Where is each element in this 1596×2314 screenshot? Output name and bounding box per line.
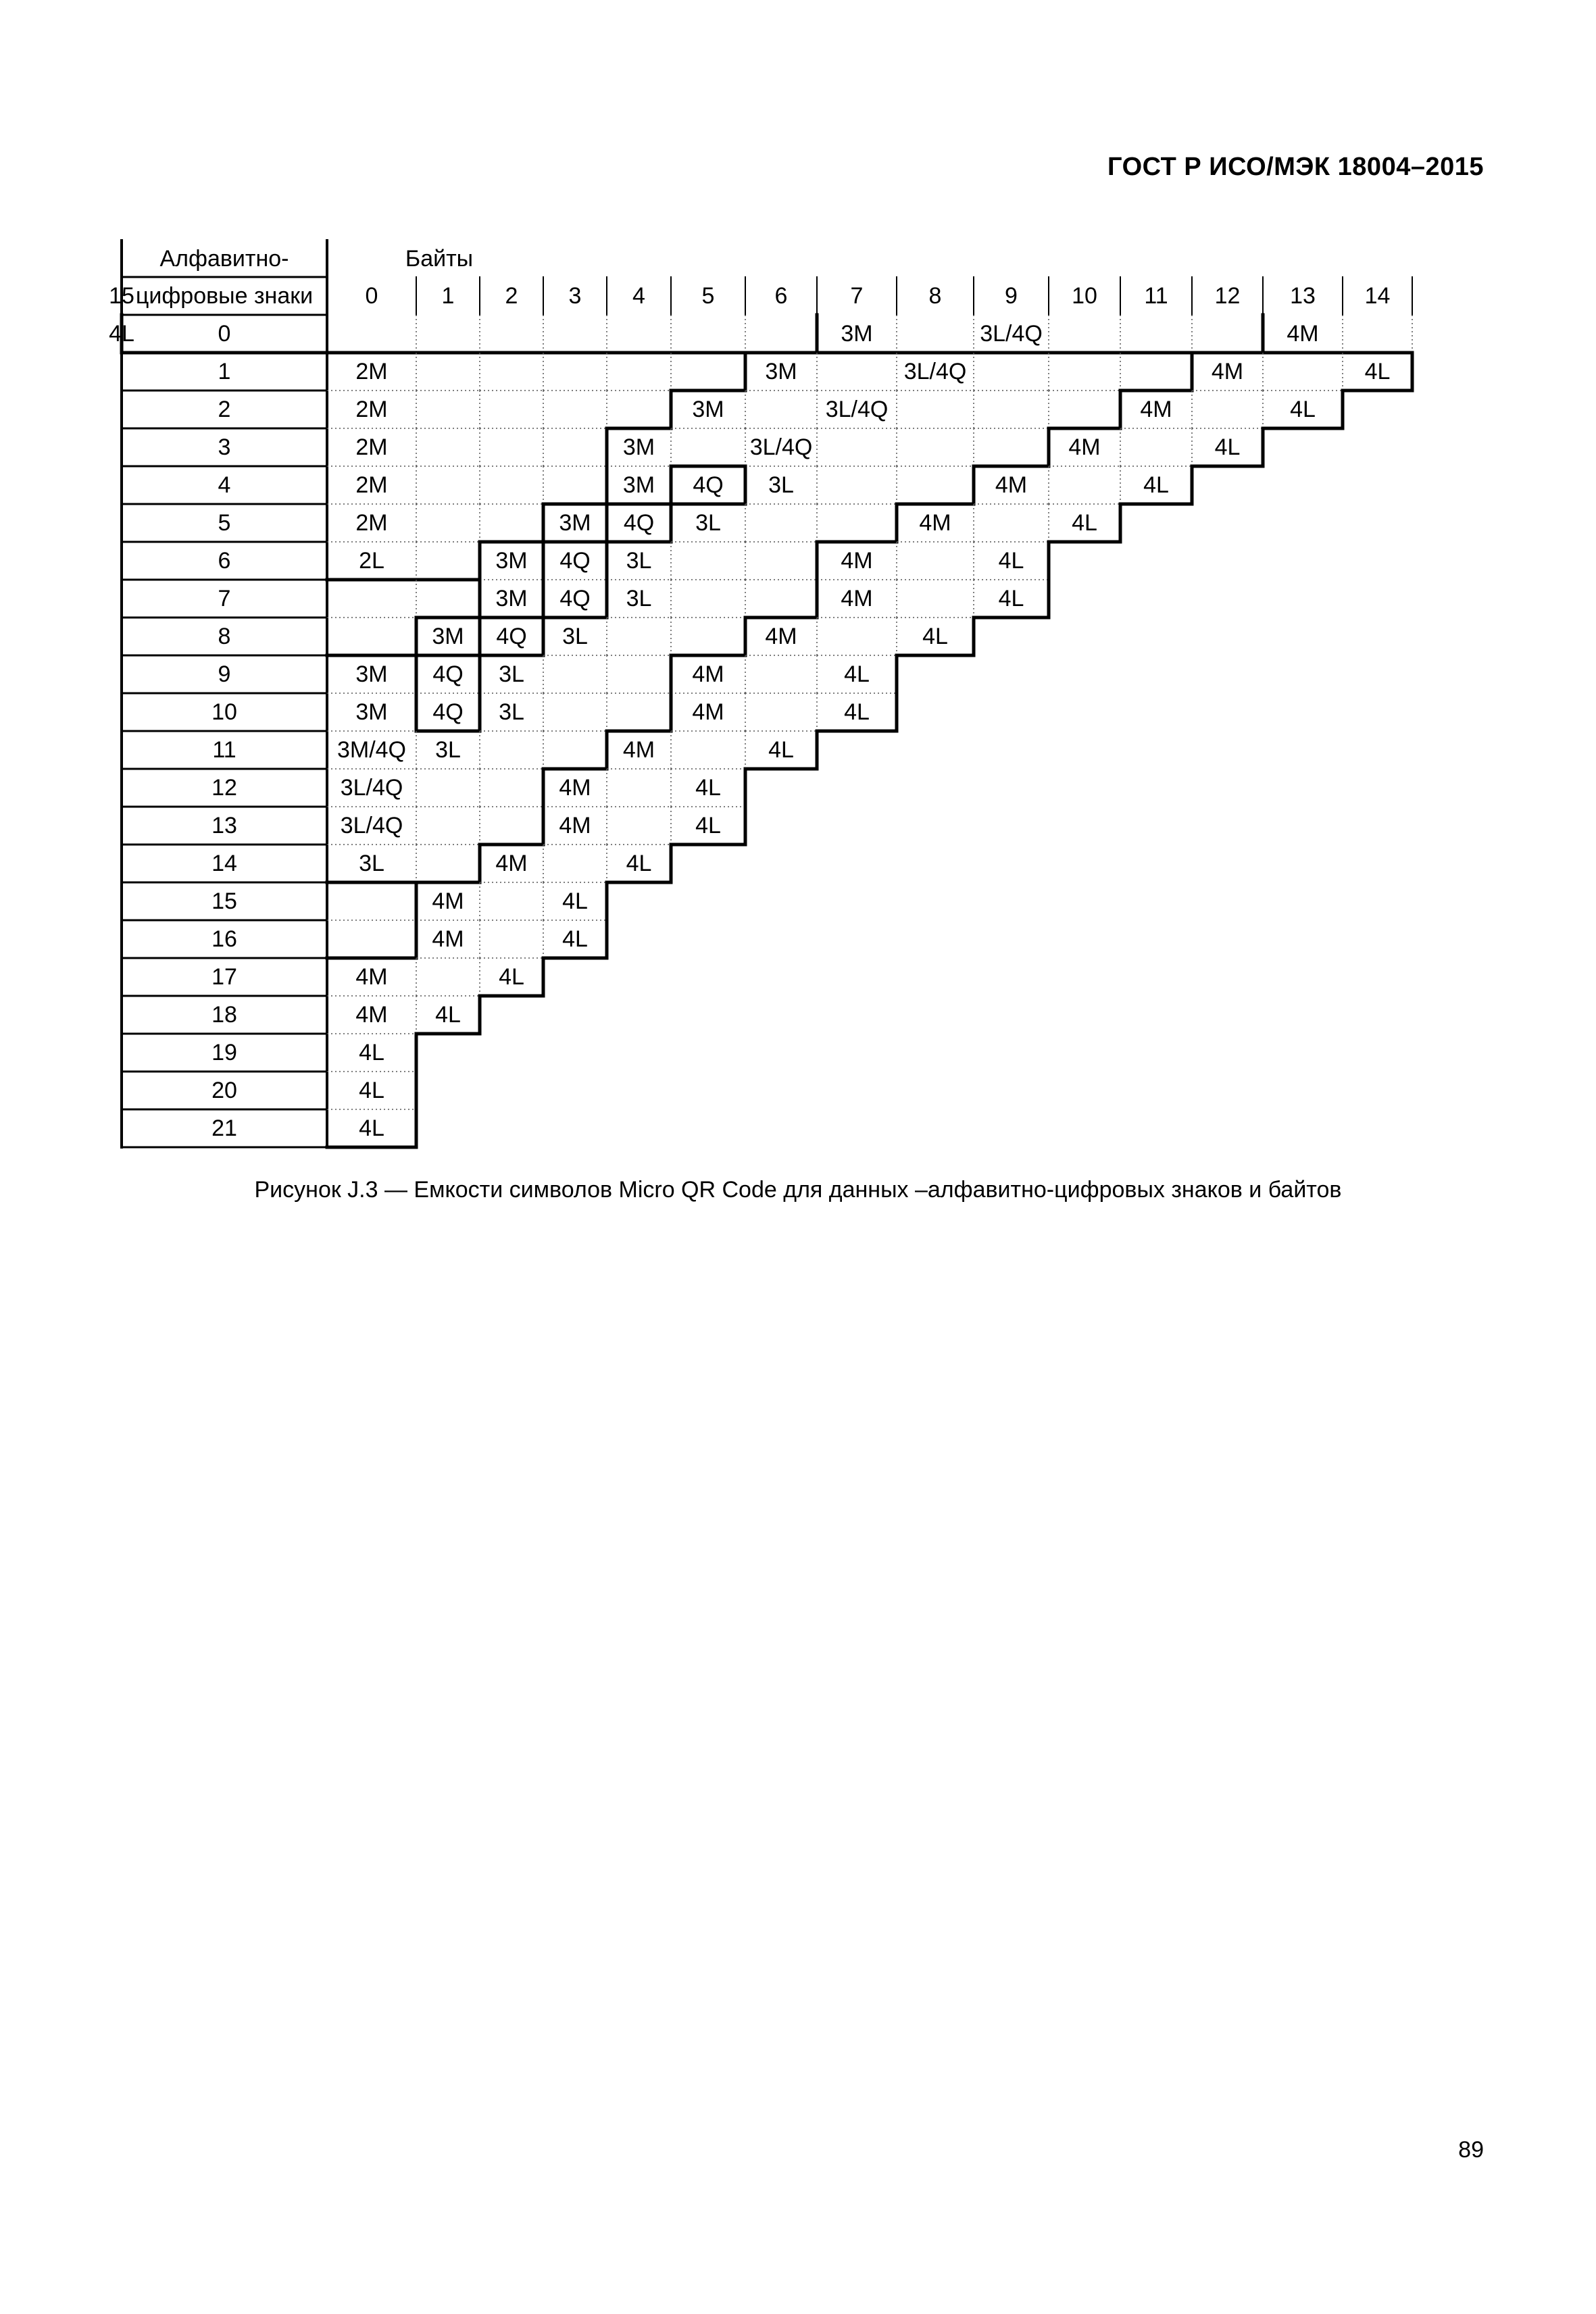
capacity-cell: 3M — [765, 359, 797, 384]
capacity-cell: 2M — [355, 397, 388, 422]
capacity-table — [109, 241, 1484, 1151]
capacity-cell: 3L/4Q — [749, 434, 813, 460]
capacity-cell: 3M/4Q — [336, 737, 407, 763]
capacity-cell: 4M — [1211, 359, 1244, 384]
capacity-cell: 4L — [1072, 510, 1097, 536]
capacity-cell: 4M — [692, 699, 724, 725]
capacity-cell: 4L — [768, 737, 794, 763]
capacity-cell: 4L — [626, 851, 652, 876]
capacity-cell: 3M — [841, 321, 873, 347]
capacity-cell: 4L — [695, 813, 721, 838]
capacity-cell: 4M — [1287, 321, 1319, 347]
capacity-cell: 3M — [622, 472, 655, 498]
capacity-cell: 3L — [768, 472, 794, 498]
byte-column-label: 15 — [109, 283, 134, 309]
capacity-cell: 4L — [1143, 472, 1169, 498]
capacity-cell: 3L — [695, 510, 721, 536]
capacity-cell: 4Q — [432, 699, 464, 725]
byte-column-label: 6 — [774, 283, 788, 309]
capacity-cell: 4M — [432, 926, 464, 952]
capacity-cell: 3L/4Q — [340, 813, 403, 838]
capacity-cell: 4M — [622, 737, 655, 763]
capacity-cell: 4L — [922, 624, 948, 649]
capacity-cell: 3M — [622, 434, 655, 460]
alnum-row-label: 5 — [218, 510, 231, 536]
capacity-cell: 3L/4Q — [340, 775, 403, 801]
alnum-row-label: 18 — [211, 1002, 237, 1028]
capacity-cell: 2M — [355, 434, 388, 460]
capacity-cell: 4M — [432, 888, 464, 914]
alnum-row-label: 21 — [211, 1115, 237, 1141]
capacity-cell: 4L — [562, 888, 588, 914]
capacity-cell: 4L — [1364, 359, 1391, 384]
figure-caption: Рисунок J.3 — Емкости символов Micro QR Code для данных –алфавитно-цифровых знаков и байтов — [254, 1177, 1342, 1203]
alnum-row-label: 15 — [211, 888, 237, 914]
capacity-cell: 3L — [626, 548, 652, 574]
byte-column-label: 1 — [441, 283, 455, 309]
capacity-cell: 3M — [355, 661, 388, 687]
capacity-cell: 4M — [1068, 434, 1101, 460]
capacity-cell: 4Q — [559, 586, 591, 611]
alnum-row-label: 7 — [218, 586, 231, 611]
byte-column-label: 12 — [1214, 283, 1241, 309]
alnum-row-label: 1 — [218, 359, 231, 384]
capacity-cell: 4L — [998, 586, 1024, 611]
capacity-cell: 4L — [844, 661, 870, 687]
capacity-cell: 3M — [432, 624, 464, 649]
alnum-row-label: 13 — [211, 813, 237, 838]
capacity-cell: 4Q — [623, 510, 655, 536]
byte-column-label: 8 — [928, 283, 942, 309]
byte-column-label: 13 — [1290, 283, 1316, 309]
capacity-cell: 4L — [499, 964, 524, 990]
capacity-cell: 3L — [435, 737, 461, 763]
capacity-cell: 4M — [559, 813, 591, 838]
byte-column-label: 0 — [365, 283, 378, 309]
alnum-row-label: 9 — [218, 661, 231, 687]
capacity-cell: 4L — [844, 699, 870, 725]
capacity-cell: 3M — [495, 548, 528, 574]
capacity-cell: 3L — [499, 699, 524, 725]
capacity-cell: 4L — [359, 1040, 384, 1065]
capacity-cell: 4Q — [496, 624, 527, 649]
capacity-cell: 4L — [1290, 397, 1316, 422]
capacity-cell: 3L/4Q — [825, 397, 889, 422]
capacity-cell: 4M — [355, 1002, 388, 1028]
byte-column-label: 2 — [505, 283, 518, 309]
capacity-cell: 4M — [559, 775, 591, 801]
corner-label-line2: цифровые знаки — [135, 283, 314, 309]
capacity-cell: 3M — [692, 397, 724, 422]
document-header: ГОСТ Р ИСО/МЭК 18004–2015 — [1107, 153, 1484, 181]
capacity-cell: 3M — [355, 699, 388, 725]
capacity-cell: 4M — [765, 624, 797, 649]
capacity-cell: 4M — [495, 851, 528, 876]
alnum-row-label: 20 — [211, 1078, 237, 1103]
capacity-cell: 4M — [995, 472, 1028, 498]
capacity-cell: 3L — [359, 851, 384, 876]
alnum-row-label: 19 — [211, 1040, 237, 1065]
byte-column-label: 10 — [1072, 283, 1097, 309]
alnum-row-label: 14 — [211, 851, 237, 876]
page-number: 89 — [1458, 2137, 1484, 2163]
capacity-table-svg — [109, 241, 1484, 1151]
alnum-row-label: 0 — [218, 321, 231, 347]
alnum-row-label: 3 — [218, 434, 231, 460]
alnum-row-label: 17 — [211, 964, 237, 990]
capacity-cell: 4L — [359, 1115, 384, 1141]
capacity-cell: 3L — [626, 586, 652, 611]
alnum-row-label: 6 — [218, 548, 231, 574]
byte-column-label: 14 — [1364, 283, 1391, 309]
alnum-row-label: 8 — [218, 624, 231, 649]
alnum-row-label: 11 — [212, 737, 236, 763]
capacity-cell: 4M — [841, 586, 873, 611]
capacity-cell: 2M — [355, 359, 388, 384]
capacity-cell: 4L — [562, 926, 588, 952]
capacity-cell: 3L/4Q — [903, 359, 967, 384]
capacity-cell: 4M — [355, 964, 388, 990]
capacity-cell: 2M — [355, 510, 388, 536]
capacity-cell: 4L — [695, 775, 721, 801]
capacity-cell: 3L/4Q — [980, 321, 1043, 347]
capacity-cell: 4L — [998, 548, 1024, 574]
bytes-label: Байты — [405, 246, 474, 272]
capacity-cell: 4M — [1140, 397, 1172, 422]
byte-column-label: 4 — [632, 283, 645, 309]
capacity-cell: 4M — [692, 661, 724, 687]
capacity-cell: 4Q — [693, 472, 724, 498]
byte-column-label: 7 — [850, 283, 864, 309]
capacity-cell: 4M — [919, 510, 951, 536]
alnum-row-label: 12 — [211, 775, 237, 801]
capacity-cell: 4L — [359, 1078, 384, 1103]
alnum-row-label: 16 — [211, 926, 237, 952]
capacity-cell: 2M — [355, 472, 388, 498]
alnum-row-label: 2 — [218, 397, 231, 422]
byte-column-label: 5 — [701, 283, 715, 309]
byte-column-label: 3 — [568, 283, 582, 309]
capacity-cell: 2L — [359, 548, 384, 574]
capacity-cell: 3M — [559, 510, 591, 536]
capacity-cell: 4L — [1214, 434, 1241, 460]
capacity-cell: 4L — [435, 1002, 461, 1028]
alnum-row-label: 10 — [211, 699, 237, 725]
corner-label-line1: Алфавитно- — [159, 246, 289, 272]
byte-column-label: 11 — [1144, 283, 1168, 309]
capacity-cell: 4L — [109, 321, 134, 347]
capacity-cell: 3M — [495, 586, 528, 611]
capacity-cell: 3L — [499, 661, 524, 687]
byte-column-label: 9 — [1005, 283, 1018, 309]
capacity-cell: 4Q — [432, 661, 464, 687]
capacity-cell: 4M — [841, 548, 873, 574]
capacity-cell: 4Q — [559, 548, 591, 574]
alnum-row-label: 4 — [218, 472, 231, 498]
capacity-cell: 3L — [562, 624, 588, 649]
